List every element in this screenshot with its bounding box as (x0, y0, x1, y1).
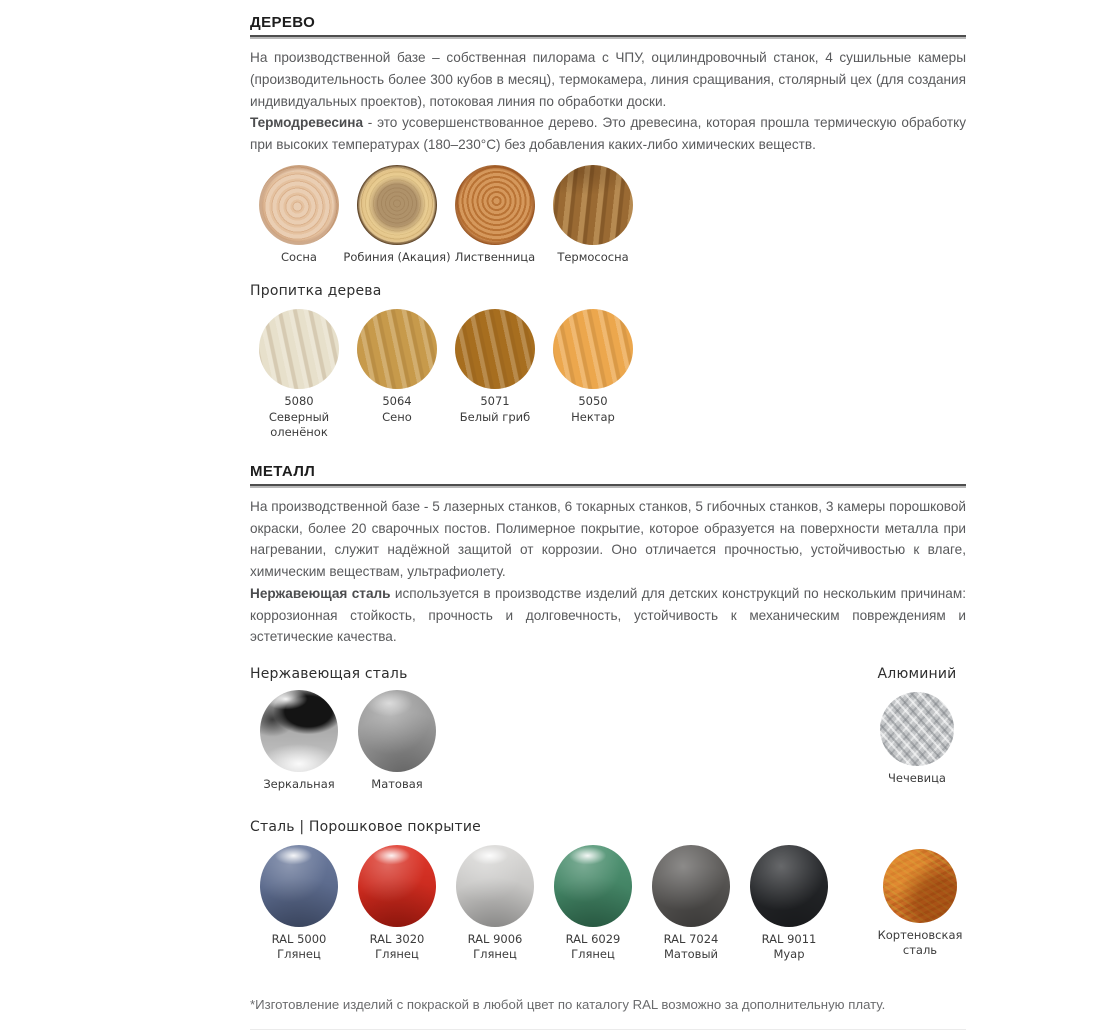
ral-finish: Муар (773, 947, 805, 962)
corten-steel-swatch (883, 849, 957, 923)
ral-code: RAL 9006 (467, 931, 523, 946)
wood-sample-pine (250, 165, 348, 266)
ral-finish: Глянец (473, 947, 517, 962)
ral-code: RAL 6029 (565, 931, 621, 946)
bottom-divider (250, 1029, 966, 1030)
powder-swatch-label (272, 932, 327, 963)
powder-coating-title: Сталь | Порошковое покрытие (250, 818, 481, 835)
aluminum-title: Алюминий (877, 666, 957, 683)
ral-finish: Матовый (663, 947, 719, 962)
metal-paragraph (250, 496, 966, 648)
powder-swatch-ral7024 (642, 845, 740, 963)
powder-swatch-label (762, 932, 817, 963)
impregnation-code: 5064 (382, 394, 412, 409)
powder-swatch-ral9011 (740, 845, 838, 963)
impregnation-title: Пропитка дерева (250, 283, 382, 300)
wood-sample-larch (446, 165, 544, 266)
mirror-steel-sphere-image (260, 690, 338, 772)
impregnation-name: Белый гриб (459, 409, 531, 424)
ral-code: RAL 7024 (663, 931, 719, 946)
stainless-title: Нержавеющая сталь (250, 666, 408, 683)
powder-swatch-label (566, 932, 621, 963)
powder-swatch-corten (874, 845, 966, 963)
stainless-matte (348, 690, 446, 793)
metal-paragraph-text: На производственной базе - 5 лазерных станков, 6 токарных станков, 5 гибочных станков, 3 камеры порошковой окраски, более 20 сварочных постов. Полимерное покрытие, которое образуется на поверхности металла при нагревании, служит надёжной защитой от коррозии. Оно отличается прочностью, устойчивостью к влаге, химическим веществам, ультрафиолету. (250, 498, 966, 580)
larch-cross-section-image (455, 165, 535, 245)
impregnation-swatch-5080 (250, 309, 348, 441)
diamond-plate-swatch (880, 692, 954, 766)
stainless-finish-label: Матовая (371, 777, 423, 792)
stainless-aluminum-block (250, 666, 966, 793)
wood-paragraph (250, 47, 966, 156)
ral-color-sphere (358, 845, 436, 927)
impregnation-swatch-5064 (348, 309, 446, 441)
impregnation-swatches-row (250, 309, 966, 441)
stainless-mirror (250, 690, 348, 793)
impregnation-name: Сено (382, 409, 412, 424)
stainless-term: Нержавеющая сталь (250, 585, 391, 601)
corten-label-line1: Кортеновская (877, 927, 963, 942)
impregnation-swatch-label (450, 394, 540, 425)
ral-finish: Глянец (375, 947, 419, 962)
impregnation-code: 5080 (284, 394, 314, 409)
wood-sample-label: Лиственница (454, 249, 536, 264)
powder-swatch-ral3020 (348, 845, 446, 963)
wood-section-title: ДЕРЕВО (250, 14, 316, 31)
powder-swatch-label (468, 932, 523, 963)
ral-code: RAL 5000 (271, 931, 327, 946)
aluminum-finish-label: Чечевица (888, 771, 946, 786)
wood-section-divider (250, 35, 966, 39)
powder-swatch-label (878, 928, 963, 959)
ral-color-sphere (260, 845, 338, 927)
impregnation-code: 5071 (480, 394, 510, 409)
powder-swatch-label (664, 932, 719, 963)
ral-color-sphere (456, 845, 534, 927)
metal-section-title: МЕТАЛЛ (250, 462, 316, 480)
stainless-finishes-row (250, 690, 966, 793)
impregnation-color-swatch (259, 309, 339, 389)
powder-swatch-label (370, 932, 425, 963)
ral-code: RAL 3020 (369, 931, 425, 946)
wood-sample-label: Сосна (281, 249, 317, 264)
impregnation-swatch-label (548, 394, 638, 425)
wood-paragraph-text: На производственной базе – собственная пилорама с ЧПУ, оцилиндровочный станок, 4 сушильные камеры (производительность более 300 кубов в месяц), термокамера, линия сращивания, столярный цех (для создания индивидуальных проектов), потоковая линия по обработки доски. (250, 50, 966, 109)
powder-swatch-ral5000 (250, 845, 348, 963)
ral-color-sphere (652, 845, 730, 927)
impregnation-name: Северный оленёнок (268, 409, 330, 440)
aluminum-disc-holder (868, 692, 966, 766)
ral-footnote: *Изготовление изделий с покраской в любой цвет по каталогу RAL возможно за дополнительную плату. (250, 996, 886, 1012)
aluminum-block (868, 666, 966, 787)
thermowood-term: Термодревесина (250, 115, 364, 131)
impregnation-color-swatch (357, 309, 437, 389)
impregnation-swatch-label (254, 394, 344, 441)
thermopine-grain-image (553, 165, 633, 245)
ral-color-sphere (750, 845, 828, 927)
impregnation-color-swatch (553, 309, 633, 389)
impregnation-color-swatch (455, 309, 535, 389)
wood-samples-row (250, 165, 966, 266)
page-content (250, 0, 966, 1030)
impregnation-code: 5050 (578, 394, 608, 409)
wood-sample-robinia (343, 165, 451, 266)
ral-code: RAL 9011 (761, 931, 817, 946)
powder-swatch-ral6029 (544, 845, 642, 963)
wood-sample-thermopine (544, 165, 642, 266)
impregnation-swatch-label (352, 394, 442, 425)
stainless-finish-label: Зеркальная (263, 777, 335, 792)
ral-color-sphere (554, 845, 632, 927)
ral-finish: Глянец (571, 947, 615, 962)
stainless-description: используется в производстве изделий для детских конструкций по нескольким причинам: коррозионная стойкость, прочность и долговечность, устойчивость к механическим повреждениям и эстетические качества. (250, 585, 966, 645)
matte-steel-sphere-image (358, 690, 436, 772)
impregnation-swatch-5050 (544, 309, 642, 441)
impregnation-name: Нектар (571, 409, 615, 424)
wood-sample-label: Термососна (557, 249, 629, 264)
metal-section-divider (250, 484, 966, 488)
powder-swatches-row (250, 845, 966, 963)
ral-finish: Глянец (277, 947, 321, 962)
pine-cross-section-image (259, 165, 339, 245)
wood-sample-label: Робиния (Акация) (343, 249, 451, 264)
impregnation-swatch-5071 (446, 309, 544, 441)
robinia-cross-section-image (357, 165, 437, 245)
corten-label-line2: сталь (902, 943, 938, 958)
powder-swatch-ral9006 (446, 845, 544, 963)
thermowood-description: - это усовершенствованное дерево. Это древесина, которая прошла термическую обработку при высоких температурах (180–230°С) без добавления каких-либо химических веществ. (250, 115, 966, 152)
